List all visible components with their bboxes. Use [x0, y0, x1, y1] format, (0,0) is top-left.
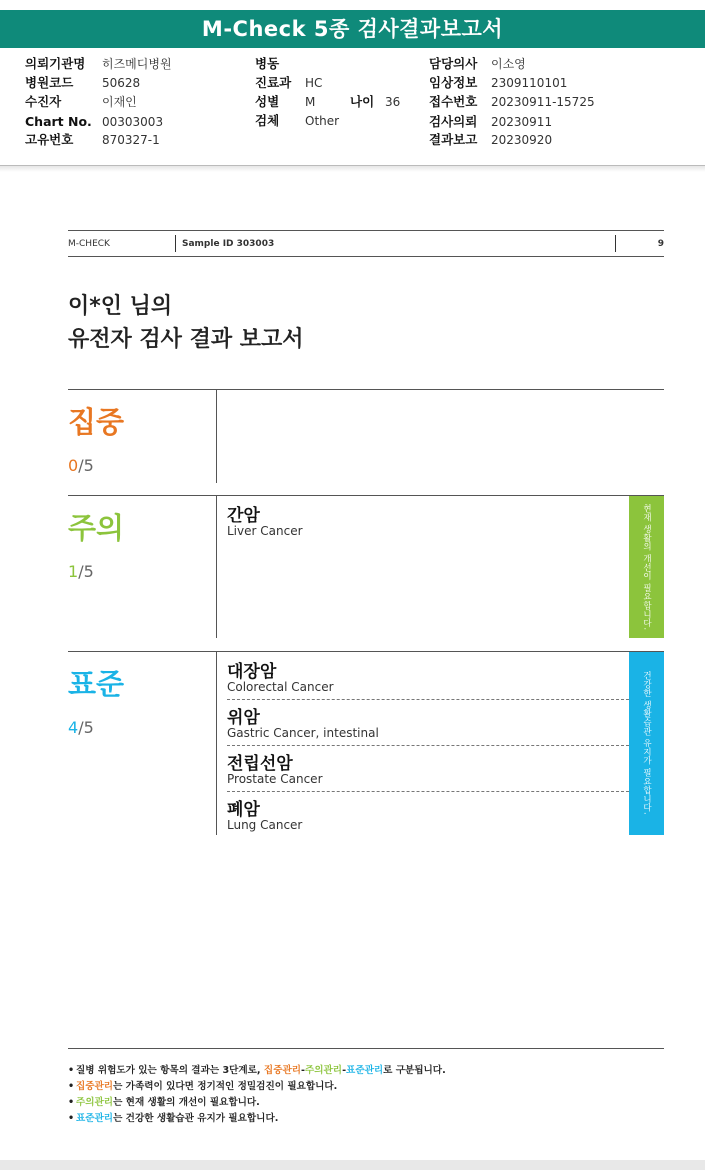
report-heading-line2: 유전자 검사 결과 보고서	[68, 327, 304, 352]
info-label: 병동	[255, 56, 280, 71]
standard-side-band: 건강한 생활습관 유지가 필요합니다.	[629, 652, 664, 835]
info-value: 20230920	[491, 133, 553, 147]
info-label: 수진자	[25, 94, 62, 109]
info-label: 접수번호	[429, 94, 478, 109]
section-caution-score	[68, 562, 94, 581]
info-value: 00303003	[102, 115, 164, 129]
disease-name-en: Lung Cancer	[227, 818, 303, 832]
bottom-strip	[0, 1160, 705, 1170]
score-count: 4	[68, 718, 79, 737]
disease-name-en: Liver Cancer	[227, 524, 303, 538]
footnote-term-standard: 표준관리	[76, 1113, 114, 1124]
age-label: 나이	[350, 94, 375, 109]
footnote-text: 는 건강한 생활습관 유지가 필요합니다.	[113, 1113, 279, 1124]
info-label: 검사의뢰	[429, 114, 478, 129]
score-count: 1	[68, 562, 79, 581]
patient-info-panel	[0, 55, 705, 165]
info-label: Chart No.	[25, 114, 92, 129]
info-value: HC	[305, 76, 323, 90]
disease-name-ko: 전립선암	[227, 754, 293, 774]
info-value: 870327-1	[102, 133, 160, 147]
score-total: /5	[78, 456, 94, 475]
page-header	[68, 230, 664, 257]
footnote-line	[68, 1111, 664, 1127]
footnote-text: 질병 위험도가 있는 항목의 결과는 3단계로,	[76, 1065, 264, 1076]
score-count: 0	[68, 456, 79, 475]
header-separator	[615, 235, 616, 252]
info-label: 진료과	[255, 75, 292, 90]
caution-item-list	[227, 498, 629, 544]
disease-name-ko: 위암	[227, 708, 260, 728]
header-separator	[175, 235, 176, 252]
info-label: 병원코드	[25, 75, 74, 90]
age-value: 36	[385, 95, 401, 109]
footnote-line	[68, 1079, 664, 1095]
footnote-text: 는 현재 생활의 개선이 필요합니다.	[113, 1097, 260, 1108]
disease-name-ko: 대장암	[227, 662, 277, 682]
section-divider	[216, 496, 217, 638]
section-focus	[68, 389, 664, 482]
caution-side-band: 현재 생활의 개선이 필요합니다.	[629, 496, 664, 638]
footnote-dash: -	[301, 1065, 305, 1076]
footnote-term-focus: 집중관리	[263, 1065, 301, 1076]
info-value: 20230911	[491, 115, 553, 129]
info-label: 검체	[255, 113, 280, 128]
list-item	[227, 654, 629, 700]
score-total: /5	[78, 562, 94, 581]
footnote-dash: -	[342, 1065, 347, 1076]
disease-name-ko: 간암	[227, 506, 260, 526]
bullet-icon: •	[68, 1081, 75, 1092]
page-number: 9	[657, 239, 664, 249]
disease-name-ko: 폐암	[227, 800, 260, 820]
info-value: Other	[305, 114, 340, 128]
section-divider	[216, 652, 217, 835]
section-caution-title: 주의	[68, 511, 125, 545]
info-value: 2309110101	[491, 76, 568, 90]
section-divider	[216, 390, 217, 483]
footnote-term-caution: 주의관리	[304, 1065, 343, 1076]
info-label: 결과보고	[429, 132, 478, 147]
info-label: 의뢰기관명	[25, 56, 86, 71]
footnote-line	[68, 1063, 664, 1079]
footnotes	[68, 1048, 664, 1127]
list-item	[227, 746, 629, 792]
info-value: 히즈메디병원	[102, 57, 172, 71]
section-focus-title: 집중	[68, 405, 125, 439]
bullet-icon: •	[68, 1097, 75, 1108]
bullet-icon: •	[68, 1065, 75, 1076]
footnote-text: 는 가족력이 있다면 정기적인 정밀검진이 필요합니다.	[113, 1081, 338, 1092]
report-heading-line1: 이*인 님의	[68, 294, 173, 319]
report-main-title: M-Check 5종 검사결과보고서	[201, 17, 504, 41]
footnote-line	[68, 1095, 664, 1111]
section-caution	[68, 495, 664, 637]
list-item	[227, 700, 629, 746]
section-standard-score	[68, 718, 94, 737]
info-value: M	[305, 95, 316, 109]
score-total: /5	[78, 718, 94, 737]
info-label: 임상정보	[429, 75, 478, 90]
list-item	[227, 792, 629, 838]
disease-name-en: Prostate Cancer	[227, 772, 323, 786]
info-value: 50628	[102, 76, 141, 90]
footnote-term-focus: 집중관리	[76, 1081, 114, 1092]
info-label: 고유번호	[25, 132, 74, 147]
disease-name-en: Colorectal Cancer	[227, 680, 334, 694]
section-standard	[68, 651, 664, 834]
section-standard-title: 표준	[68, 667, 125, 701]
info-shadow	[0, 166, 705, 172]
sample-id: Sample ID 303003	[182, 239, 275, 249]
footnote-term-standard: 표준관리	[346, 1065, 384, 1076]
disease-name-en: Gastric Cancer, intestinal	[227, 726, 379, 740]
section-focus-score	[68, 456, 94, 475]
report-heading	[68, 290, 304, 356]
footnote-term-caution: 주의관리	[76, 1097, 114, 1108]
brand-label: M-CHECK	[68, 239, 110, 249]
info-value: 이재인	[102, 95, 137, 109]
list-item	[227, 498, 629, 544]
footnote-text: 로 구분됩니다.	[383, 1065, 446, 1076]
info-value: 20230911-15725	[491, 95, 595, 109]
info-label: 성별	[255, 94, 280, 109]
bullet-icon: •	[68, 1113, 75, 1124]
info-label: 담당의사	[429, 56, 478, 71]
info-value: 이소영	[491, 57, 526, 71]
report-title-bar	[0, 10, 705, 48]
standard-item-list	[227, 654, 629, 838]
